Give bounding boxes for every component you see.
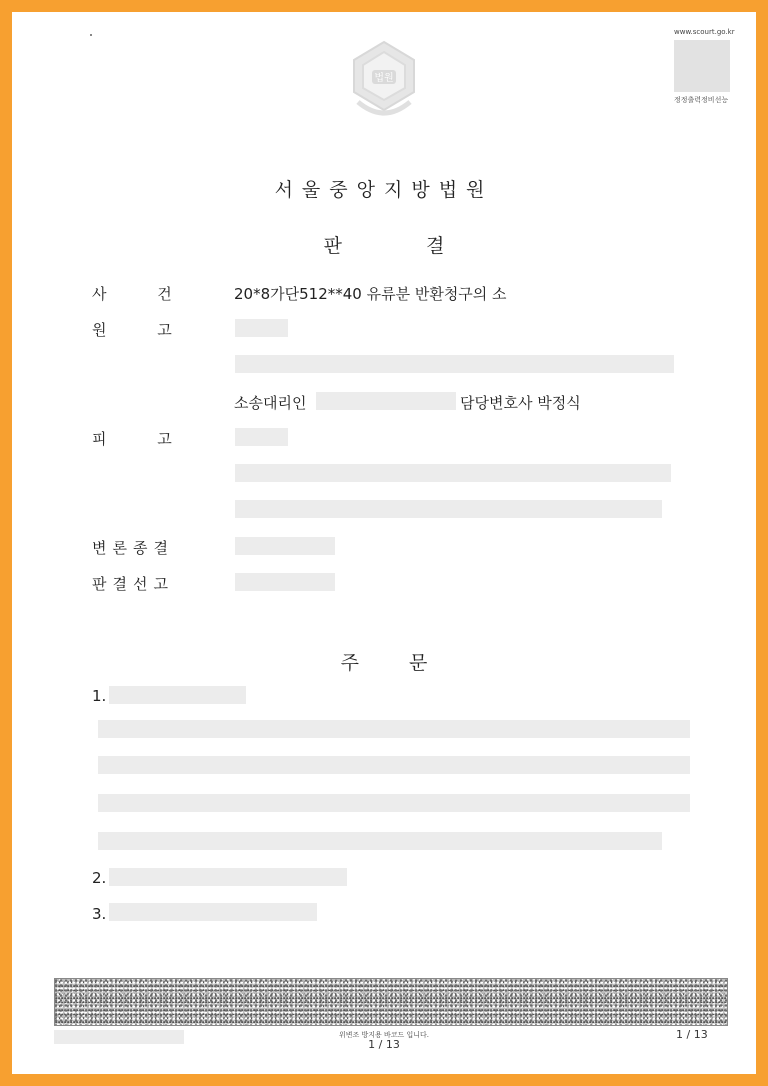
page-number-right: 1 / 13: [676, 1028, 708, 1041]
page-number-center: 1 / 13: [368, 1038, 400, 1051]
ruling-item-2-redacted: [109, 868, 347, 886]
defendant-label: 피 고: [92, 430, 172, 448]
ruling-line-redacted: [98, 832, 662, 850]
emblem-text: 법원: [374, 73, 394, 84]
barcode-notice: 위변조 방지용 바코드 입니다.: [338, 1031, 430, 1039]
plaintiff-label: 원 고: [92, 321, 172, 339]
case-label: 사 건: [92, 285, 172, 303]
plaintiff-address-redacted: [235, 355, 674, 373]
court-name: 서울중앙지방법원: [274, 179, 494, 201]
attorney-prefix: 소송대리인: [234, 394, 307, 412]
ruling-line-redacted: [98, 756, 690, 774]
document-page: [12, 12, 756, 1074]
qr-code-redacted: [674, 40, 730, 92]
ruling-item-3-redacted: [109, 903, 317, 921]
case-value: 20*8가단512**40 유류분 반환청구의 소: [234, 285, 507, 303]
hearing-end-label: 변론종결: [92, 539, 174, 557]
ruling-item-1-redacted: [109, 686, 246, 704]
site-url: www.scourt.go.kr: [674, 28, 735, 36]
anti-forgery-barcode: [54, 978, 728, 1026]
document-type: 판 결: [323, 235, 445, 257]
hearing-end-date-redacted: [235, 537, 335, 555]
verdict-date-label: 판결선고: [92, 575, 174, 593]
plaintiff-name-redacted: [235, 319, 288, 337]
defendant-address-redacted: [235, 464, 671, 482]
ruling-line-redacted: [98, 720, 690, 738]
corner-mark: [90, 34, 92, 36]
defendant-name-redacted: [235, 428, 288, 446]
attorney-firm-redacted: [316, 392, 456, 410]
ruling-line-redacted: [98, 794, 690, 812]
court-emblem-icon: [348, 40, 420, 124]
ruling-item-2-number: 2.: [92, 869, 107, 887]
defendant-detail-redacted: [235, 500, 662, 518]
ruling-heading: 주 문: [340, 652, 428, 674]
verdict-date-redacted: [235, 573, 335, 591]
attorney-suffix: 담당변호사 박정식: [460, 394, 581, 412]
ruling-item-3-number: 3.: [92, 905, 107, 923]
site-note: 정정출력정비선능: [674, 96, 729, 104]
ruling-item-1-number: 1.: [92, 687, 107, 705]
